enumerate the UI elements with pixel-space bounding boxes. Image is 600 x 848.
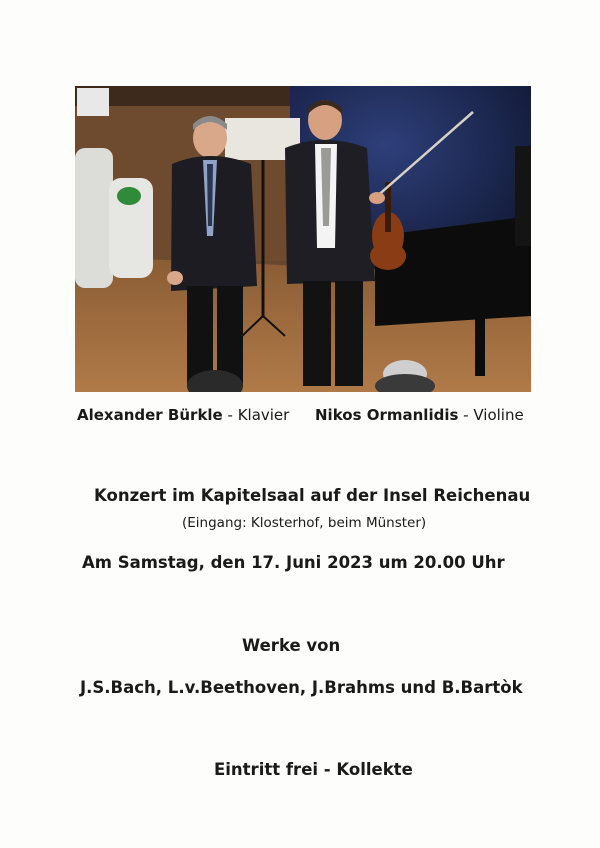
separator: - — [222, 406, 238, 424]
performer-role: Violine — [473, 406, 524, 424]
admission-info: Eintritt frei - Kollekte — [214, 760, 413, 779]
performer-piano — [77, 406, 289, 424]
concert-photo — [75, 86, 531, 392]
performer-name: Nikos Ormanlidis — [315, 406, 459, 424]
composers-list: J.S.Bach, L.v.Beethoven, J.Brahms und B.Bartòk — [80, 678, 523, 697]
works-heading: Werke von — [242, 636, 341, 655]
performer-violin — [315, 406, 524, 424]
performer-role: Klavier — [237, 406, 290, 424]
entrance-info: (Eingang: Klosterhof, beim Münster) — [182, 515, 427, 531]
concert-title: Konzert im Kapitelsaal auf der Insel Reichenau — [94, 486, 531, 505]
separator: - — [458, 406, 474, 424]
concert-date: Am Samstag, den 17. Juni 2023 um 20.00 Uhr — [82, 553, 505, 572]
performer-name: Alexander Bürkle — [77, 406, 223, 424]
